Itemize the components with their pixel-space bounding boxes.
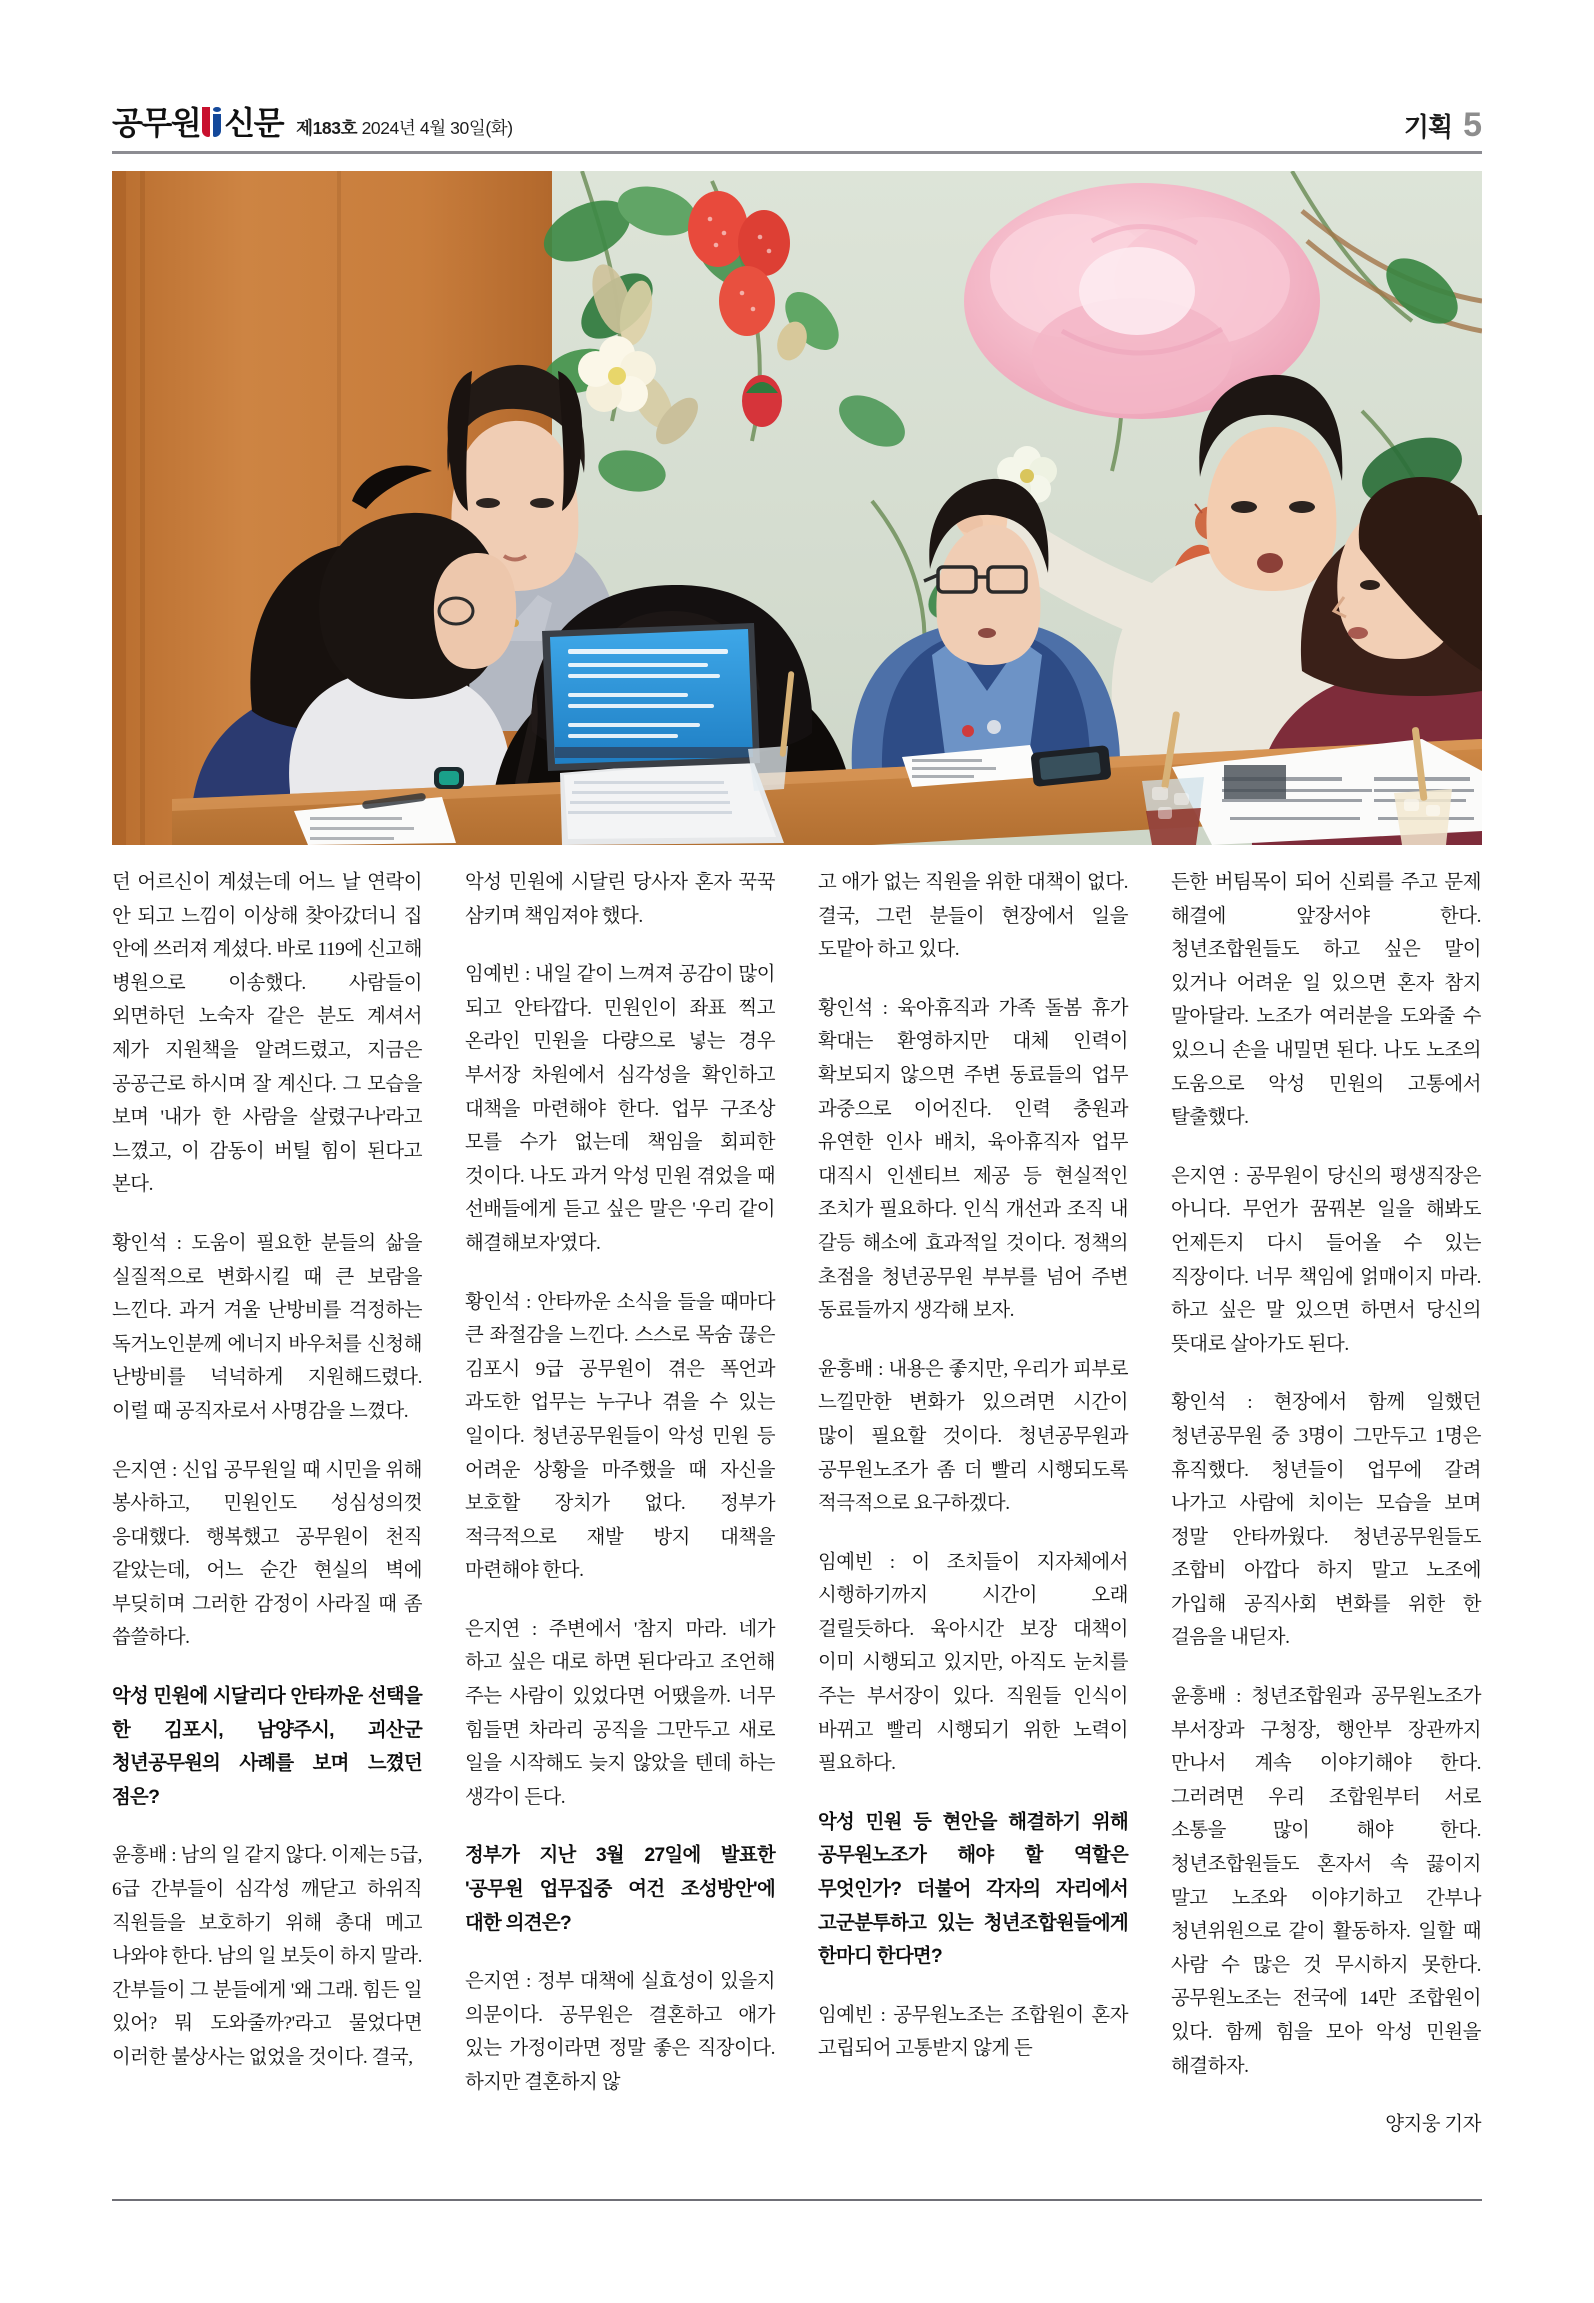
wristwatch [434, 767, 464, 789]
paragraph: 은지연 : 신입 공무원일 때 시민을 위해 봉사하고, 민원인도 성심성의껏 응대했다. 행복했고 공무원이 천직 같았는데, 어느 순간 현실의 벽에 부딪히며 그러한 감정이 사라질 때 좀 씁쓸하다. [112, 1459, 422, 1649]
article-column-1 [112, 866, 422, 2166]
page-number: 5 [1463, 106, 1482, 144]
paragraph: 던 어르신이 계셨는데 어느 날 연락이 안 되고 느낌이 이상해 찾아갔더니 집 안에 쓰러져 계셨다. 바로 119에 신고해 병원으로 이송했다. 사람들이 외면하던 노숙자 같은 분도 계셔서 제가 지원책을 알려드렸고, 지금은 공공근로 하시며 잘 계신다. 그 모습을 보며 '내가 한 사람을 살렸구나'라고 느꼈고, 이 감동이 버틸 힘이 된다고 본다. [112, 872, 422, 1196]
paragraph: 임예빈 : 이 조치들이 지자체에서 시행하기까지 시간이 오래 걸릴듯하다. 육아시간 보장 대책이 이미 시행되고 있지만, 아직도 눈치를 주는 부서장이 있다. 직원들 인식이 바뀌고 빨리 시행되기 위한 노력이 필요하다. [818, 1551, 1128, 1775]
paragraph: 윤흥배 : 남의 일 같지 않다. 이제는 5급, 6급 간부들이 심각성 깨닫고 하위직 직원들을 보호하기 위해 총대 메고 나와야 한다. 남의 일 보듯이 하지 말라. 간부들이 그 분들에게 '왜 그래. 힘든 일 있어? 뭐 도와줄까?'라고 물었다면 이러한 불상사는 없었을 것이다. 결국, [112, 1845, 422, 2068]
paragraph: 임예빈 : 내일 같이 느껴져 공감이 많이 되고 안타깝다. 민원인이 좌표 찍고 온라인 민원을 다량으로 넣는 경우 부서장 차원에서 심각성을 확인하고 대책을 마련해야 한다. 업무 구조상 모를 수가 없는데 책임을 회피한 것이다. 나도 과거 악성 민원 겪었을 때 선배들에게 듣고 싶은 말은 '우리 같이 해결해보자'였다. [465, 964, 775, 1254]
paragraph: 은지연 : 공무원이 당신의 평생직장은 아니다. 무언가 꿈꿔본 일을 해봐도 언제든지 다시 들어올 수 있는 직장이다. 너무 책임에 얽매이지 마라. 하고 싶은 말 있으면 하면서 당신의 뜻대로 살아가도 된다. [1171, 1165, 1481, 1355]
paragraph: 은지연 : 정부 대책에 실효성이 있을지 의문이다. 공무원은 결혼하고 애가 있는 가정이라면 정말 좋은 직장이다. 하지만 결혼하지 않 [465, 1971, 775, 2093]
logo-text-suffix: 신문 [224, 105, 284, 141]
paragraph: 황인석 : 육아휴직과 가족 돌봄 휴가 확대는 환영하지만 대체 인력이 확보되지 않으면 주변 동료들의 업무 과중으로 이어진다. 인력 충원과 유연한 인사 배치, 육아휴직자 업무 대직시 인센티브 제공 등 현실적인 조치가 필요하다. 인식 개선과 조직 내 갈등 해소에 효과적일 것이다. 정책의 초점을 청년공무원 부부를 넘어 주변 동료들까지 생각해 보자. [818, 997, 1128, 1322]
issue-info [296, 115, 513, 140]
paragraph: 윤흥배 : 내용은 좋지만, 우리가 피부로 느낄만한 변화가 있으려면 시간이 많이 필요할 것이다. 청년공무원과 공무원노조가 좀 더 빨리 시행되도록 적극적으로 요구하겠다. [818, 1358, 1128, 1515]
logo-text-prefix: 공무원 [112, 105, 201, 141]
reporter-byline: 양지웅 기자 [1385, 2114, 1481, 2136]
paragraph: 악성 민원에 시달린 당사자 혼자 꾹꾹 삼키며 책임져야 했다. [465, 872, 775, 927]
u-logo-icon [201, 107, 223, 137]
issue-number: 제183호 [296, 118, 358, 138]
masthead-brand [112, 104, 513, 140]
article-body [112, 866, 1482, 2166]
paragraph: 황인석 : 안타까운 소식을 들을 때마다 큰 좌절감을 느낀다. 스스로 목숨 끊은 김포시 9급 공무원이 겪은 폭언과 과도한 업무는 누구나 겪을 수 있는 일이다. 청년공무원들이 악성 민원 등 어려운 상황을 마주했을 때 자신을 보호할 장치가 없다. 정부가 적극적으로 재발 방지 대책을 마련해야 한다. [465, 1291, 775, 1582]
article-column-2 [465, 866, 775, 2166]
paragraph: 은지연 : 주변에서 '참지 마라. 네가 하고 싶은 대로 하면 된다'라고 조언해 주는 사람이 있었다면 어땠을까. 너무 힘들면 차라리 공직을 그만두고 새로 일을 시작해도 늦지 않았을 텐데 하는 생각이 든다. [465, 1618, 775, 1808]
question-heading: 악성 민원에 시달리다 안타까운 선택을 한 김포시, 남양주시, 괴산군 청년공무원의 사례를 보며 느꼈던 점은? [112, 1685, 422, 1808]
paragraph: 윤흥배 : 청년조합원과 공무원노조가 부서장과 구청장, 행안부 장관까지 만나서 계속 이야기해야 한다. 그러려면 우리 조합원부터 서로 소통을 많이 해야 한다. 청년조합원들도 혼자서 속 끓이지 말고 노조와 이야기하고 간부나 청년위원으로 같이 활동하자. 일할 때 사람 수 많은 것 무시하지 못한다. 공무원노조는 전국에 14만 조합원이 있다. 함께 힘을 모아 악성 민원을 해결하자. [1171, 1686, 1481, 2077]
paragraph: 황인석 : 현장에서 함께 일했던 청년공무원 중 3명이 그만두고 1명은 휴직했다. 청년들이 업무에 갈려 나가고 사람에 치이는 모습을 보며 정말 안타까웠다. 청년공무원들도 조합비 아깝다 하지 말고 노조에 가입해 공직사회 변화를 위한 한 걸음을 내딛자. [1171, 1392, 1481, 1649]
photo-illustration [112, 171, 1482, 845]
masthead-section [1404, 107, 1482, 144]
section-label: 기획 [1403, 112, 1453, 142]
paragraph: 든한 버팀목이 되어 신뢰를 주고 문제 해결에 앞장서야 한다. 청년조합원들도 하고 싶은 말이 있거나 어려운 일 있으면 혼자 참지 말아달라. 노조가 여러분을 도와줄 수 있으니 손을 내밀면 된다. 나도 노조의 도움으로 악성 민원의 고통에서 탈출했다. [1171, 872, 1481, 1129]
masthead [112, 96, 1482, 148]
article-column-4 [1171, 866, 1481, 2166]
question-heading: 정부가 지난 3월 27일에 발표한 '공무원 업무집중 여건 조성방안'에 대한 의견은? [465, 1844, 775, 1934]
paragraph: 황인석 : 도움이 필요한 분들의 삶을 실질적으로 변화시킬 때 큰 보람을 느낀다. 과거 겨울 난방비를 걱정하는 독거노인분께 에너지 바우처를 신청해 난방비를 넉넉하게 지원해드렸다. 이럴 때 공직자로서 사명감을 느꼈다. [112, 1232, 422, 1422]
paragraph: 임예빈 : 공무원노조는 조합원이 혼자 고립되어 고통받지 않게 든 [818, 2004, 1128, 2060]
article-photo [112, 171, 1482, 845]
question-heading: 악성 민원 등 현안을 해결하기 위해 공무원노조가 해야 할 역할은 무엇인가? 더불어 각자의 자리에서 고군분투하고 있는 청년조합원들에게 한마디 한다면? [818, 1810, 1128, 1968]
article-column-3 [818, 866, 1128, 2166]
masthead-rule [112, 151, 1482, 154]
laptop [542, 623, 784, 845]
footer-rule [112, 2199, 1482, 2201]
paragraph: 고 애가 없는 직원을 위한 대책이 없다. 결국, 그런 분들이 현장에서 일을 도맡아 하고 있다. [818, 872, 1128, 961]
issue-date: 2024년 4월 30일(화) [361, 118, 513, 138]
